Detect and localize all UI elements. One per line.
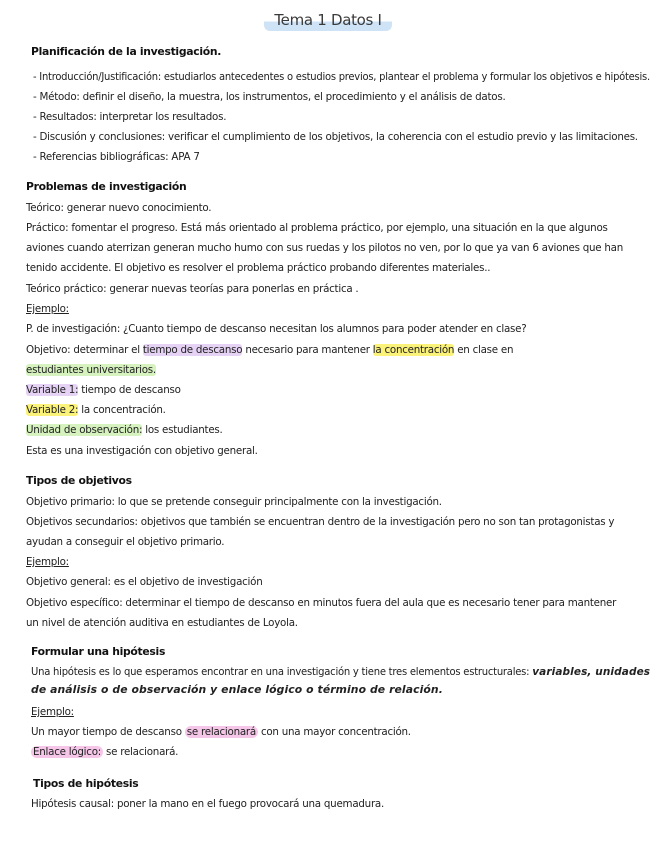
variable-1-label: Variable 1:	[26, 384, 79, 396]
example-label: Ejemplo:	[26, 303, 69, 315]
section-heading-tipos-hipotesis: Tipos de hipótesis	[33, 777, 139, 790]
highlight-purple: tiempo de descanso	[142, 344, 243, 356]
objective-line-2	[26, 363, 156, 377]
text-span: Una hipótesis es lo que esperamos encontrar en una investigación y tiene tres elementos estructurales:	[31, 666, 533, 678]
variable-2-line	[26, 403, 166, 417]
variable-2-label: Variable 2:	[26, 404, 79, 416]
hypothesis-example-line	[31, 725, 411, 739]
text-line: Objetivo específico: determinar el tiempo de descanso en minutos fuera del aula que es necesario tener para mantener	[26, 597, 617, 609]
text-line: Objetivos secundarios: objetivos que también se encuentran dentro de la investigación pero no son tan protagonistas y	[26, 516, 615, 528]
text-line: ayudan a conseguir el objetivo primario.	[26, 536, 225, 548]
hypothesis-intro-line-2: de análisis o de observación y enlace lógico o término de relación.	[31, 683, 443, 696]
text-line: Objetivo primario: lo que se pretende conseguir principalmente con la investigación.	[26, 496, 442, 508]
unidad-line	[26, 423, 223, 437]
unidad-text: los estudiantes.	[142, 424, 223, 436]
example-label: Ejemplo:	[26, 556, 69, 568]
unidad-label: Unidad de observación:	[26, 424, 143, 436]
section-heading-planificacion: Planificación de la investigación.	[31, 45, 222, 58]
text-line: Hipótesis causal: poner la mano en el fuego provocará una quemadura.	[31, 798, 385, 810]
example-label: Ejemplo:	[31, 706, 74, 718]
section-heading-tipos-objetivos: Tipos de objetivos	[26, 474, 132, 487]
objective-line	[26, 343, 513, 357]
text-line: tenido accidente. El objetivo es resolver el problema práctico probando diferentes materiales..	[26, 262, 491, 274]
text-span: Un mayor tiempo de descanso	[31, 726, 185, 738]
text-line: Práctico: fomentar el progreso. Está más orientado al problema práctico, por ejemplo, una situación en la que algunos	[26, 222, 608, 234]
text-line: Teórico: generar nuevo conocimiento.	[26, 202, 212, 214]
text-line: Esta es una investigación con objetivo general.	[26, 445, 258, 457]
list-item: - Discusión y conclusiones: verificar el cumplimiento de los objetivos, la coherencia con el estudio previo y las limitaciones.	[33, 131, 638, 143]
text-span: con una mayor concentración.	[257, 726, 411, 738]
variable-2-text: la concentración.	[78, 404, 166, 416]
text-span: necesario para mantener	[242, 344, 373, 356]
page-title: Tema 1 Datos I	[264, 10, 391, 31]
enlace-label: Enlace lógico:	[33, 746, 101, 758]
highlight-pink: se relacionará	[186, 726, 256, 738]
enlace-line	[31, 745, 178, 759]
section-heading-hipotesis: Formular una hipótesis	[31, 645, 166, 658]
list-item: - Resultados: interpretar los resultados.	[33, 111, 227, 123]
variable-1-text: tiempo de descanso	[78, 384, 181, 396]
list-item: - Introducción/Justificación: estudiarlos antecedentes o estudios previos, plantear el problema y formular los objetivos e hipótesis.	[33, 71, 650, 83]
text-line: P. de investigación: ¿Cuanto tiempo de descanso necesitan los alumnos para poder atender en clase?	[26, 323, 527, 335]
section-heading-problemas: Problemas de investigación	[26, 180, 187, 193]
text-span: Objetivo: determinar el	[26, 344, 143, 356]
text-line: Teórico práctico: generar nuevas teorías para ponerlas en práctica .	[26, 283, 359, 295]
list-item: - Referencias bibliográficas: APA 7	[33, 151, 200, 163]
hypothesis-intro-line	[31, 665, 650, 679]
list-item: - Método: definir el diseño, la muestra, los instrumentos, el procedimiento y el análisis de datos.	[33, 91, 506, 103]
text-line: aviones cuando aterrizan generan mucho humo con sus ruedas y los pilotos no ven, por lo que ya van 6 aviones que han	[26, 242, 623, 254]
enlace-text: se relacionará.	[102, 746, 179, 758]
variable-1-line	[26, 383, 181, 397]
highlight-green: estudiantes universitarios.	[26, 364, 156, 376]
italic-span: variables, unidades	[532, 665, 651, 678]
text-line: un nivel de atención auditiva en estudiantes de Loyola.	[26, 617, 298, 629]
text-line: Objetivo general: es el objetivo de investigación	[26, 576, 263, 588]
highlight-yellow: la concentración	[372, 344, 455, 356]
text-span: en clase en	[454, 344, 514, 356]
title-container	[0, 10, 656, 31]
